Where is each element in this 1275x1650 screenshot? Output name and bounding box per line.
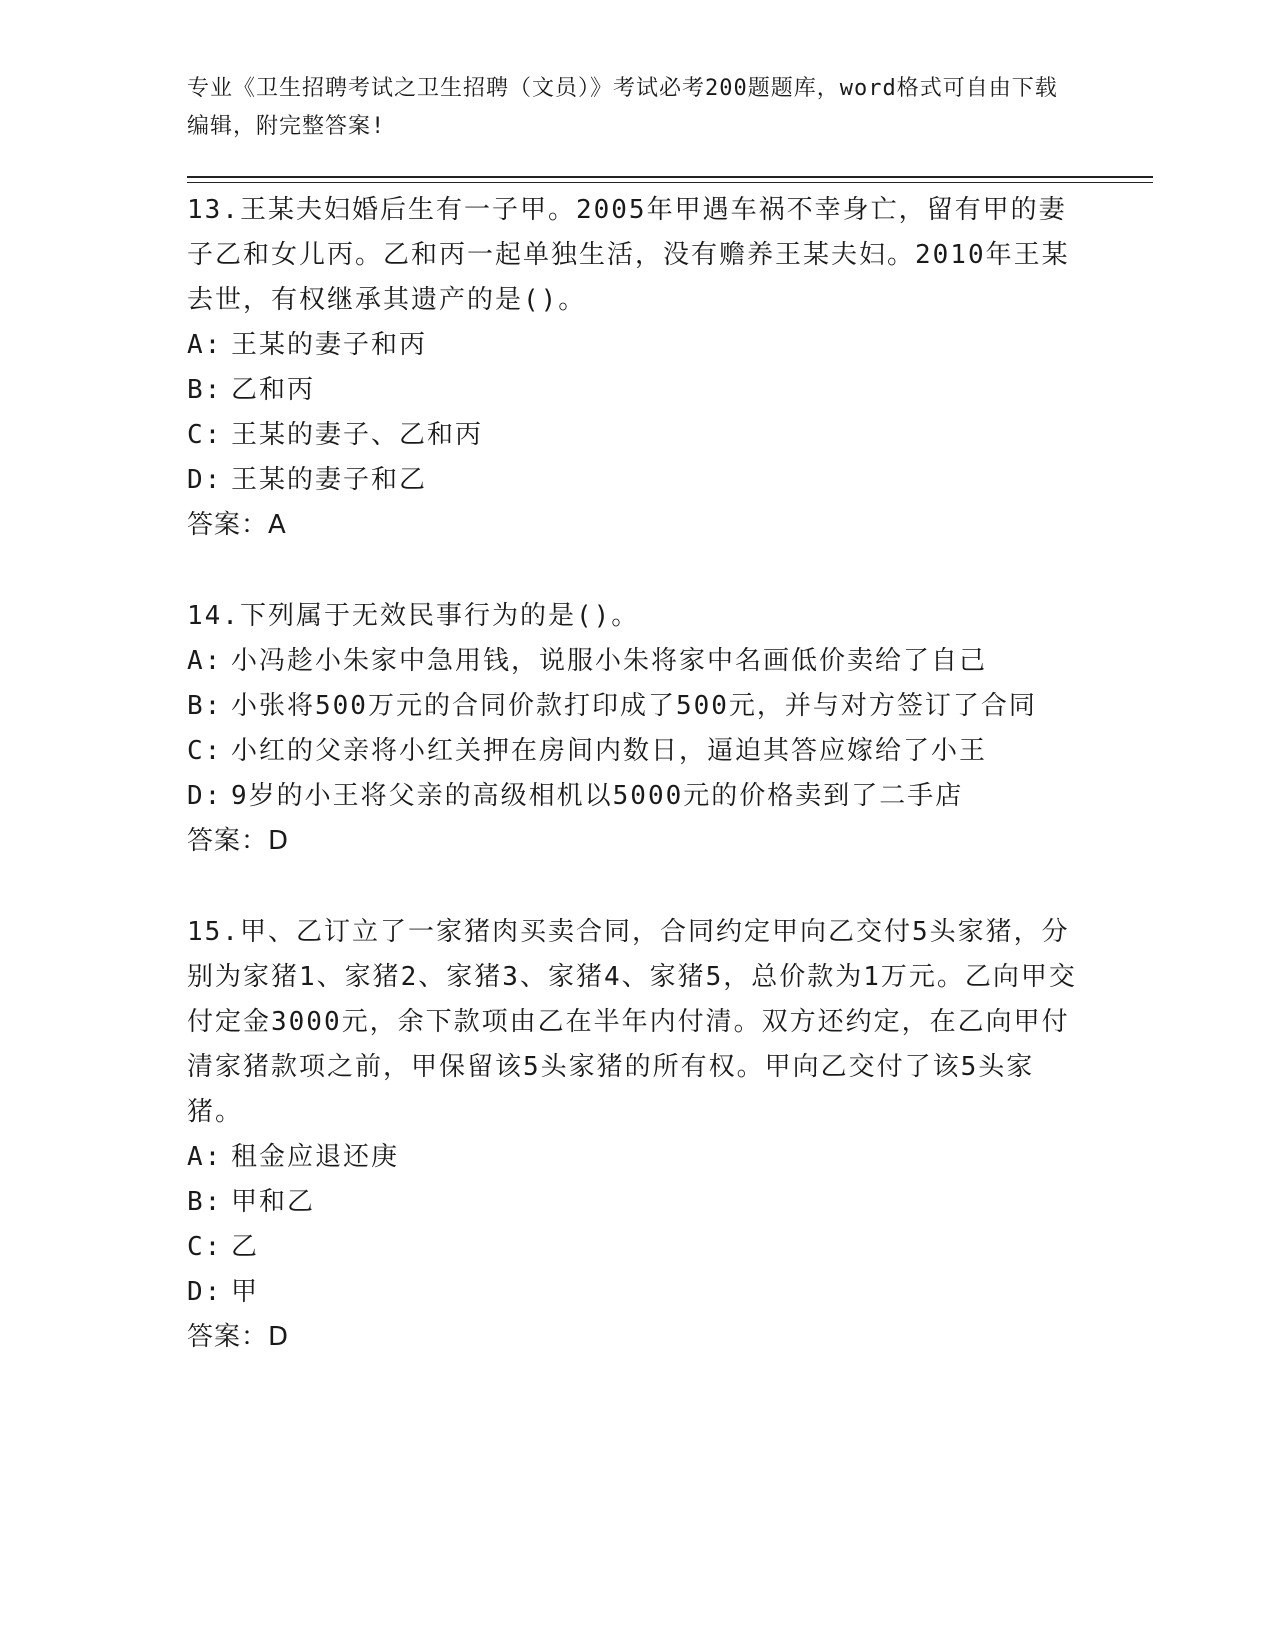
option-letter: B:: [187, 1187, 223, 1217]
option-text: 乙: [231, 1232, 260, 1262]
option-d: [187, 774, 1087, 819]
option-letter: D:: [187, 781, 223, 811]
question-14: [187, 594, 1087, 864]
option-text: 乙和丙: [231, 375, 316, 405]
option-text: 王某的妻子、乙和丙: [231, 420, 484, 450]
header-divider-thin: [187, 182, 1153, 183]
option-letter: D:: [187, 465, 223, 495]
question-text: 15.甲、乙订立了一家猪肉买卖合同，合同约定甲向乙交付5头家猪，分别为家猪1、家猪2、家猪3、家猪4、家猪5，总价款为1万元。乙向甲交付定金3000元，余下款项由乙在半年内付清。双方还约定，在乙向甲付清家猪款项之前，甲保留该5头家猪的所有权。甲向乙交付了该5头家猪。: [187, 917, 1077, 1127]
option-a: [187, 639, 1087, 684]
question-13: [187, 188, 1087, 548]
option-text: 甲和乙: [231, 1187, 316, 1217]
option-letter: A:: [187, 646, 223, 676]
option-letter: A:: [187, 1142, 223, 1172]
option-text: 小张将500万元的合同价款打印成了500元，并与对方签订了合同: [231, 691, 1037, 721]
option-letter: B:: [187, 691, 223, 721]
option-c: [187, 1225, 1087, 1270]
option-letter: C:: [187, 420, 223, 450]
option-letter: D:: [187, 1277, 223, 1307]
option-text: 租金应退还庚: [231, 1142, 400, 1172]
option-text: 小冯趁小朱家中急用钱，说服小朱将家中名画低价卖给了自己: [231, 646, 988, 676]
option-text: 9岁的小王将父亲的高级相机以5000元的价格卖到了二手店: [231, 781, 964, 811]
option-b: [187, 684, 1087, 729]
question-15: [187, 910, 1087, 1360]
answer-line: 答案：A: [187, 510, 287, 540]
option-letter: C:: [187, 736, 223, 766]
option-d: [187, 458, 1087, 503]
option-a: [187, 323, 1087, 368]
option-b: [187, 368, 1087, 413]
question-text: 13.王某夫妇婚后生有一子甲。2005年甲遇车祸不幸身亡，留有甲的妻子乙和女儿丙。乙和丙一起单独生活，没有赡养王某夫妇。2010年王某去世，有权继承其遗产的是()。: [187, 195, 1070, 315]
option-text: 王某的妻子和乙: [231, 465, 428, 495]
option-c: [187, 413, 1087, 458]
option-letter: C:: [187, 1232, 223, 1262]
option-text: 小红的父亲将小红关押在房间内数日，逼迫其答应嫁给了小王: [231, 736, 988, 766]
option-c: [187, 729, 1087, 774]
option-d: [187, 1270, 1087, 1315]
answer-line: 答案：D: [187, 1322, 290, 1352]
option-b: [187, 1180, 1087, 1225]
option-text: 甲: [231, 1277, 260, 1307]
document-header: 专业《卫生招聘考试之卫生招聘（文员）》考试必考200题题库，word格式可自由下载编辑，附完整答案!: [187, 76, 1058, 139]
header-divider-thick: [187, 176, 1153, 178]
option-letter: A:: [187, 330, 223, 360]
question-text: 14.下列属于无效民事行为的是()。: [187, 601, 640, 631]
option-letter: B:: [187, 375, 223, 405]
answer-line: 答案：D: [187, 826, 290, 856]
question-list: [187, 188, 1087, 1406]
option-text: 王某的妻子和丙: [231, 330, 428, 360]
option-a: [187, 1135, 1087, 1180]
